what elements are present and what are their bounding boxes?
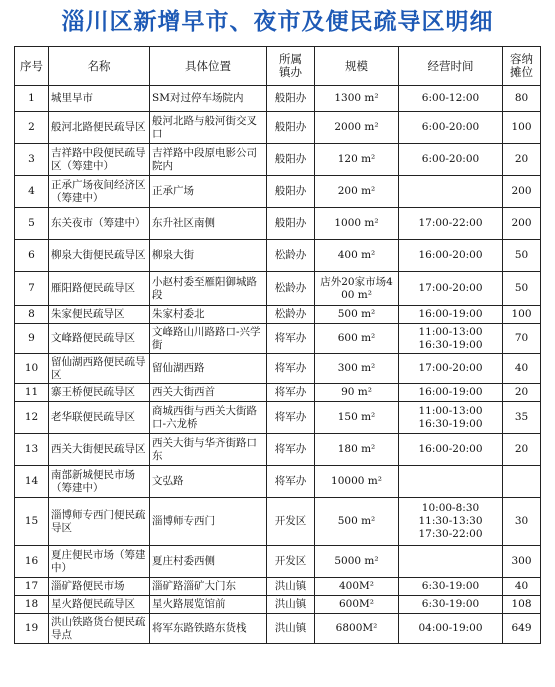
table-cell-no: 11 <box>15 384 49 402</box>
table-cell-name: 西关大街便民疏导区 <box>49 434 150 466</box>
header-town: 所属 镇办 <box>267 47 315 86</box>
table-cell-no: 9 <box>15 324 49 354</box>
table-cell-no: 13 <box>15 434 49 466</box>
table-cell-time: 6:30-19:00 <box>399 578 503 596</box>
table-cell-time: 16:00-19:00 <box>399 384 503 402</box>
table-cell-stalls: 20 <box>503 434 541 466</box>
table-cell-no: 10 <box>15 354 49 384</box>
table-row <box>15 272 541 306</box>
table-cell-name: 正承广场夜间经济区（筹建中） <box>49 176 150 208</box>
table-cell-time: 17:00-20:00 <box>399 272 503 306</box>
table-row <box>15 614 541 644</box>
table-cell-time: 6:30-19:00 <box>399 596 503 614</box>
table-cell-time <box>399 466 503 498</box>
table-cell-scale: 90 m² <box>315 384 399 402</box>
table-cell-no: 17 <box>15 578 49 596</box>
table-cell-scale: 600M² <box>315 596 399 614</box>
table-cell-stalls: 20 <box>503 144 541 176</box>
table-cell-stalls: 50 <box>503 272 541 306</box>
table-cell-stalls: 100 <box>503 306 541 324</box>
table-cell-no: 18 <box>15 596 49 614</box>
table-cell-no: 2 <box>15 112 49 144</box>
table-cell-name: 淄博师专西门便民疏导区 <box>49 498 150 546</box>
table-cell-stalls: 649 <box>503 614 541 644</box>
header-scale: 规模 <box>315 47 399 86</box>
table-cell-stalls: 108 <box>503 596 541 614</box>
table-cell-no: 5 <box>15 208 49 240</box>
table-cell-name: 文峰路便民疏导区 <box>49 324 150 354</box>
table-cell-town: 将军办 <box>267 354 315 384</box>
table-cell-location: 东升社区南侧 <box>150 208 267 240</box>
table-cell-name: 留仙湖西路便民疏导区 <box>49 354 150 384</box>
table-cell-name: 雁阳路便民疏导区 <box>49 272 150 306</box>
table-cell-no: 15 <box>15 498 49 546</box>
table-header-row <box>15 47 541 86</box>
table-cell-town: 将军办 <box>267 384 315 402</box>
table-cell-no: 7 <box>15 272 49 306</box>
table-row <box>15 176 541 208</box>
table-cell-no: 12 <box>15 402 49 434</box>
table-cell-stalls: 40 <box>503 354 541 384</box>
table-cell-name: 城里早市 <box>49 86 150 112</box>
table-cell-no: 14 <box>15 466 49 498</box>
table-cell-location: 西关大街与华齐街路口东 <box>150 434 267 466</box>
table-row <box>15 306 541 324</box>
table-row <box>15 578 541 596</box>
table-cell-scale: 6800M² <box>315 614 399 644</box>
table-cell-time: 17:00-20:00 <box>399 354 503 384</box>
table-cell-no: 1 <box>15 86 49 112</box>
table-cell-location: 夏庄村委西侧 <box>150 546 267 578</box>
header-name: 名称 <box>49 47 150 86</box>
table-cell-no: 16 <box>15 546 49 578</box>
table-cell-town: 般阳办 <box>267 208 315 240</box>
table-cell-name: 星火路便民疏导区 <box>49 596 150 614</box>
table-cell-location: 吉祥路中段原电影公司院内 <box>150 144 267 176</box>
table-row <box>15 546 541 578</box>
table-cell-scale: 10000 m² <box>315 466 399 498</box>
table-cell-stalls: 200 <box>503 208 541 240</box>
table-cell-town: 松龄办 <box>267 272 315 306</box>
table-cell-scale: 500 m² <box>315 498 399 546</box>
table-row <box>15 466 541 498</box>
table-cell-town: 将军办 <box>267 434 315 466</box>
table-cell-no: 4 <box>15 176 49 208</box>
table-cell-location: 文峰路山川路路口-兴学街 <box>150 324 267 354</box>
table-cell-town: 开发区 <box>267 546 315 578</box>
header-no: 序号 <box>15 47 49 86</box>
table-cell-stalls: 35 <box>503 402 541 434</box>
table-cell-town: 将军办 <box>267 324 315 354</box>
table-cell-time: 6:00-20:00 <box>399 144 503 176</box>
table-cell-stalls: 30 <box>503 498 541 546</box>
table-cell-town: 松龄办 <box>267 306 315 324</box>
table-cell-time: 11:00-13:00 16:30-19:00 <box>399 324 503 354</box>
table-row <box>15 86 541 112</box>
table-cell-no: 3 <box>15 144 49 176</box>
table-cell-time: 16:00-20:00 <box>399 434 503 466</box>
table-cell-location: 柳泉大街 <box>150 240 267 272</box>
page-title: 淄川区新增早市、夜市及便民疏导区明细 <box>61 9 494 35</box>
table-cell-location: 般河北路与般河街交叉口 <box>150 112 267 144</box>
table-cell-name: 淄矿路便民市场 <box>49 578 150 596</box>
table-cell-stalls: 80 <box>503 86 541 112</box>
table-cell-name: 东关夜市（筹建中） <box>49 208 150 240</box>
table-cell-name: 吉祥路中段便民疏导区（筹建中） <box>49 144 150 176</box>
table-cell-location: 将军东路铁路东货栈 <box>150 614 267 644</box>
table-cell-town: 般阳办 <box>267 86 315 112</box>
table-cell-location: 小赵村委至雁阳御城路段 <box>150 272 267 306</box>
table-cell-time: 04:00-19:00 <box>399 614 503 644</box>
table-cell-scale: 120 m² <box>315 144 399 176</box>
table-cell-scale: 1300 m² <box>315 86 399 112</box>
table-cell-town: 洪山镇 <box>267 614 315 644</box>
table-cell-town: 将军办 <box>267 466 315 498</box>
table-cell-scale: 店外20家市场400 m² <box>315 272 399 306</box>
table-cell-stalls: 20 <box>503 384 541 402</box>
table-row <box>15 434 541 466</box>
table-cell-stalls: 70 <box>503 324 541 354</box>
table-cell-time: 16:00-20:00 <box>399 240 503 272</box>
table-cell-time <box>399 546 503 578</box>
table-cell-town: 松龄办 <box>267 240 315 272</box>
table-cell-name: 老华联便民疏导区 <box>49 402 150 434</box>
table-cell-location: 淄博师专西门 <box>150 498 267 546</box>
table-cell-name: 朱家便民疏导区 <box>49 306 150 324</box>
table-cell-location: 淄矿路淄矿大门东 <box>150 578 267 596</box>
table-cell-scale: 200 m² <box>315 176 399 208</box>
table-cell-location: 正承广场 <box>150 176 267 208</box>
table-cell-stalls: 300 <box>503 546 541 578</box>
table-cell-town: 将军办 <box>267 402 315 434</box>
header-location: 具体位置 <box>150 47 267 86</box>
table-cell-town: 洪山镇 <box>267 578 315 596</box>
table-cell-scale: 600 m² <box>315 324 399 354</box>
table-cell-scale: 500 m² <box>315 306 399 324</box>
table-cell-time: 6:00-20:00 <box>399 112 503 144</box>
table-cell-no: 6 <box>15 240 49 272</box>
table-cell-town: 般阳办 <box>267 112 315 144</box>
table-cell-town: 般阳办 <box>267 144 315 176</box>
table-cell-name: 寨王桥便民疏导区 <box>49 384 150 402</box>
table-cell-no: 8 <box>15 306 49 324</box>
table-cell-scale: 5000 m² <box>315 546 399 578</box>
table-cell-town: 般阳办 <box>267 176 315 208</box>
table-row <box>15 402 541 434</box>
table-cell-scale: 300 m² <box>315 354 399 384</box>
table-cell-time: 17:00-22:00 <box>399 208 503 240</box>
table-cell-stalls: 50 <box>503 240 541 272</box>
table-cell-scale: 400 m² <box>315 240 399 272</box>
table-cell-time: 11:00-13:00 16:30-19:00 <box>399 402 503 434</box>
table-cell-scale: 1000 m² <box>315 208 399 240</box>
table-cell-name: 般河北路便民疏导区 <box>49 112 150 144</box>
table-cell-name: 洪山铁路货台便民疏导点 <box>49 614 150 644</box>
table-cell-name: 南部新城便民市场（筹建中） <box>49 466 150 498</box>
table-cell-location: 西关大街西首 <box>150 384 267 402</box>
table-cell-stalls: 200 <box>503 176 541 208</box>
table-cell-name: 夏庄便民市场（筹建中） <box>49 546 150 578</box>
table-cell-location: 星火路展览馆前 <box>150 596 267 614</box>
table-row <box>15 498 541 546</box>
table-cell-location: 朱家村委北 <box>150 306 267 324</box>
table-cell-scale: 400M² <box>315 578 399 596</box>
table-cell-no: 19 <box>15 614 49 644</box>
table-cell-time: 10:00-8:30 11:30-13:30 17:30-22:00 <box>399 498 503 546</box>
table-cell-location: SM对过停车场院内 <box>150 86 267 112</box>
table-cell-scale: 2000 m² <box>315 112 399 144</box>
market-table <box>14 46 541 644</box>
table-cell-time: 6:00-12:00 <box>399 86 503 112</box>
table-cell-town: 洪山镇 <box>267 596 315 614</box>
table-row <box>15 112 541 144</box>
table-row <box>15 596 541 614</box>
table-row <box>15 324 541 354</box>
table-row <box>15 208 541 240</box>
table-cell-scale: 150 m² <box>315 402 399 434</box>
table-cell-location: 文弘路 <box>150 466 267 498</box>
table-cell-time <box>399 176 503 208</box>
table-row <box>15 384 541 402</box>
table-row <box>15 354 541 384</box>
table-cell-location: 留仙湖西路 <box>150 354 267 384</box>
table-cell-name: 柳泉大街便民疏导区 <box>49 240 150 272</box>
table-cell-time: 16:00-19:00 <box>399 306 503 324</box>
table-row <box>15 144 541 176</box>
table-cell-scale: 180 m² <box>315 434 399 466</box>
table-cell-location: 商城西街与西关大街路口-六龙桥 <box>150 402 267 434</box>
table-cell-stalls: 100 <box>503 112 541 144</box>
table-cell-stalls <box>503 466 541 498</box>
table-cell-stalls: 40 <box>503 578 541 596</box>
table-row <box>15 240 541 272</box>
header-stalls: 容纳 摊位 <box>503 47 541 86</box>
header-time: 经营时间 <box>399 47 503 86</box>
table-cell-town: 开发区 <box>267 498 315 546</box>
